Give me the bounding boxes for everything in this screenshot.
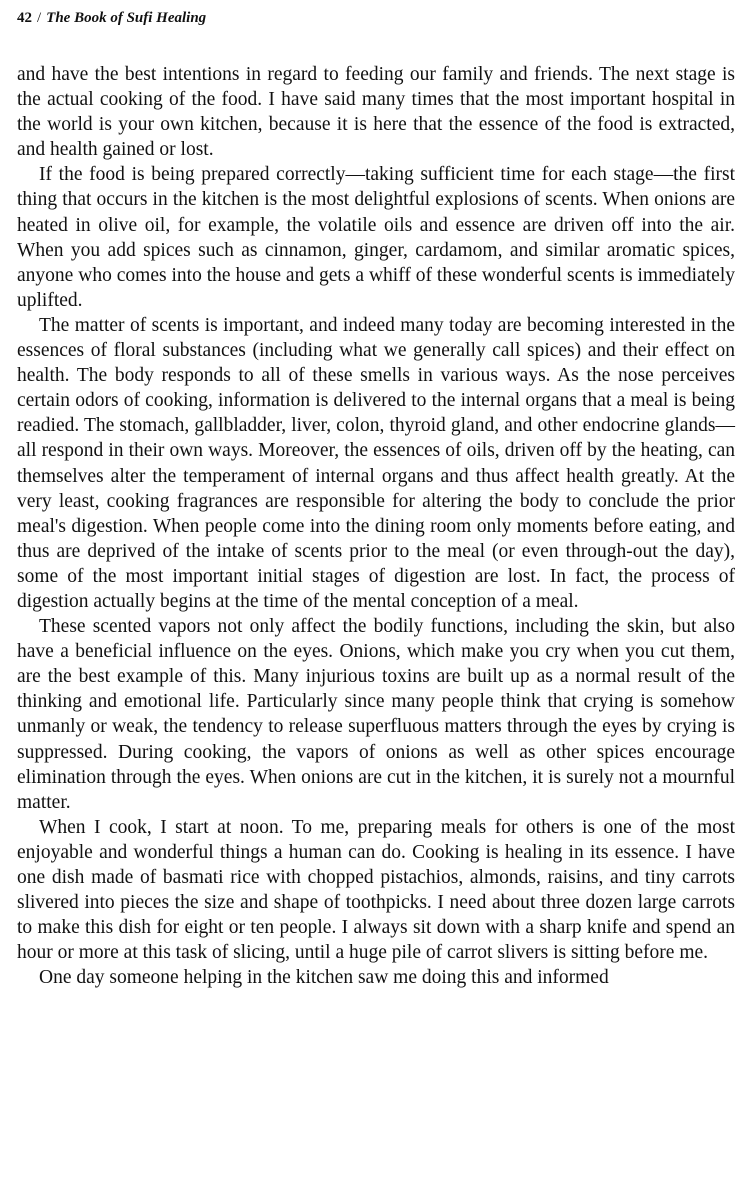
book-page <box>17 0 735 1178</box>
body-text <box>17 62 735 990</box>
paragraph: These scented vapors not only affect the bodily functions, including the skin, but also have a beneficial influence on the eyes. Onions, which make you cry when you cut them, are the best example of this. Many injurious toxins are built up as a normal result of the thinking and emotional life. Particularly since many people think that crying is somehow unmanly or weak, the tendency to release superfluous matters through the eyes by crying is suppressed. During cooking, the vapors of onions as well as other spices encourage elimination through the eyes. When onions are cut in the kitchen, it is surely not a mournful matter. <box>17 616 735 813</box>
paragraph: When I cook, I start at noon. To me, preparing meals for others is one of the most enjoyable and wonderful things a human can do. Cooking is healing in its essence. I have one dish made of basmati rice with chopped pistachios, almonds, raisins, and tiny carrots slivered into pieces the size and shape of toothpicks. I need about three dozen large carrots to make this dish for eight or ten people. I always sit down with a sharp knife and spend an hour or more at this task of slicing, until a huge pile of carrot slivers is sitting before me. <box>17 816 735 964</box>
paragraph-last: One day someone helping in the kitchen saw me doing this and informed <box>39 967 609 989</box>
running-header <box>17 9 206 27</box>
header-separator: / <box>37 10 42 26</box>
paragraph: If the food is being prepared correctly—taking sufficient time for each stage—the first thing that occurs in the kitchen is the most delightful explosions of scents. When onions are heated in olive oil, for example, the volatile oils and essence are driven off into the air. When you add spices such as cinnamon, ginger, cardamom, and similar aromatic spices, anyone who comes into the house and gets a whiff of these wonderful scents is immediately uplifted. <box>17 164 735 311</box>
page-number: 42 <box>17 10 32 26</box>
paragraph: The matter of scents is important, and indeed many today are becoming interested in the essences of floral substances (including what we generally call spices) and their effect on health. The body responds to all of these smells in various ways. As the nose perceives certain odors of cooking, information is delivered to the internal organs that a meal is being readied. The stomach, gallbladder, liver, colon, thyroid gland, and other endocrine glands—all respond in their own ways. Moreover, the essences of oils, driven off by the heating, can themselves alter the temperament of internal organs and thus affect health greatly. At the very least, cooking fragrances are responsible for altering the body to conclude the prior meal's digestion. When people come into the dining room only moments before eating, and thus are deprived of the intake of scents prior to the meal (or even through-out the day), some of the most important initial stages of digestion are lost. In fact, the process of digestion actually begins at the time of the mental conception of a meal. <box>17 314 735 612</box>
book-title: The Book of Sufi Healing <box>46 10 207 26</box>
paragraph-continued: and have the best intentions in regard to feeding our family and friends. The next stage is the actual cooking of the food. I have said many times that the most important hospital in the world is your own kitchen, because it is here that the essence of the food is extracted, and health gained or lost. <box>17 64 735 161</box>
